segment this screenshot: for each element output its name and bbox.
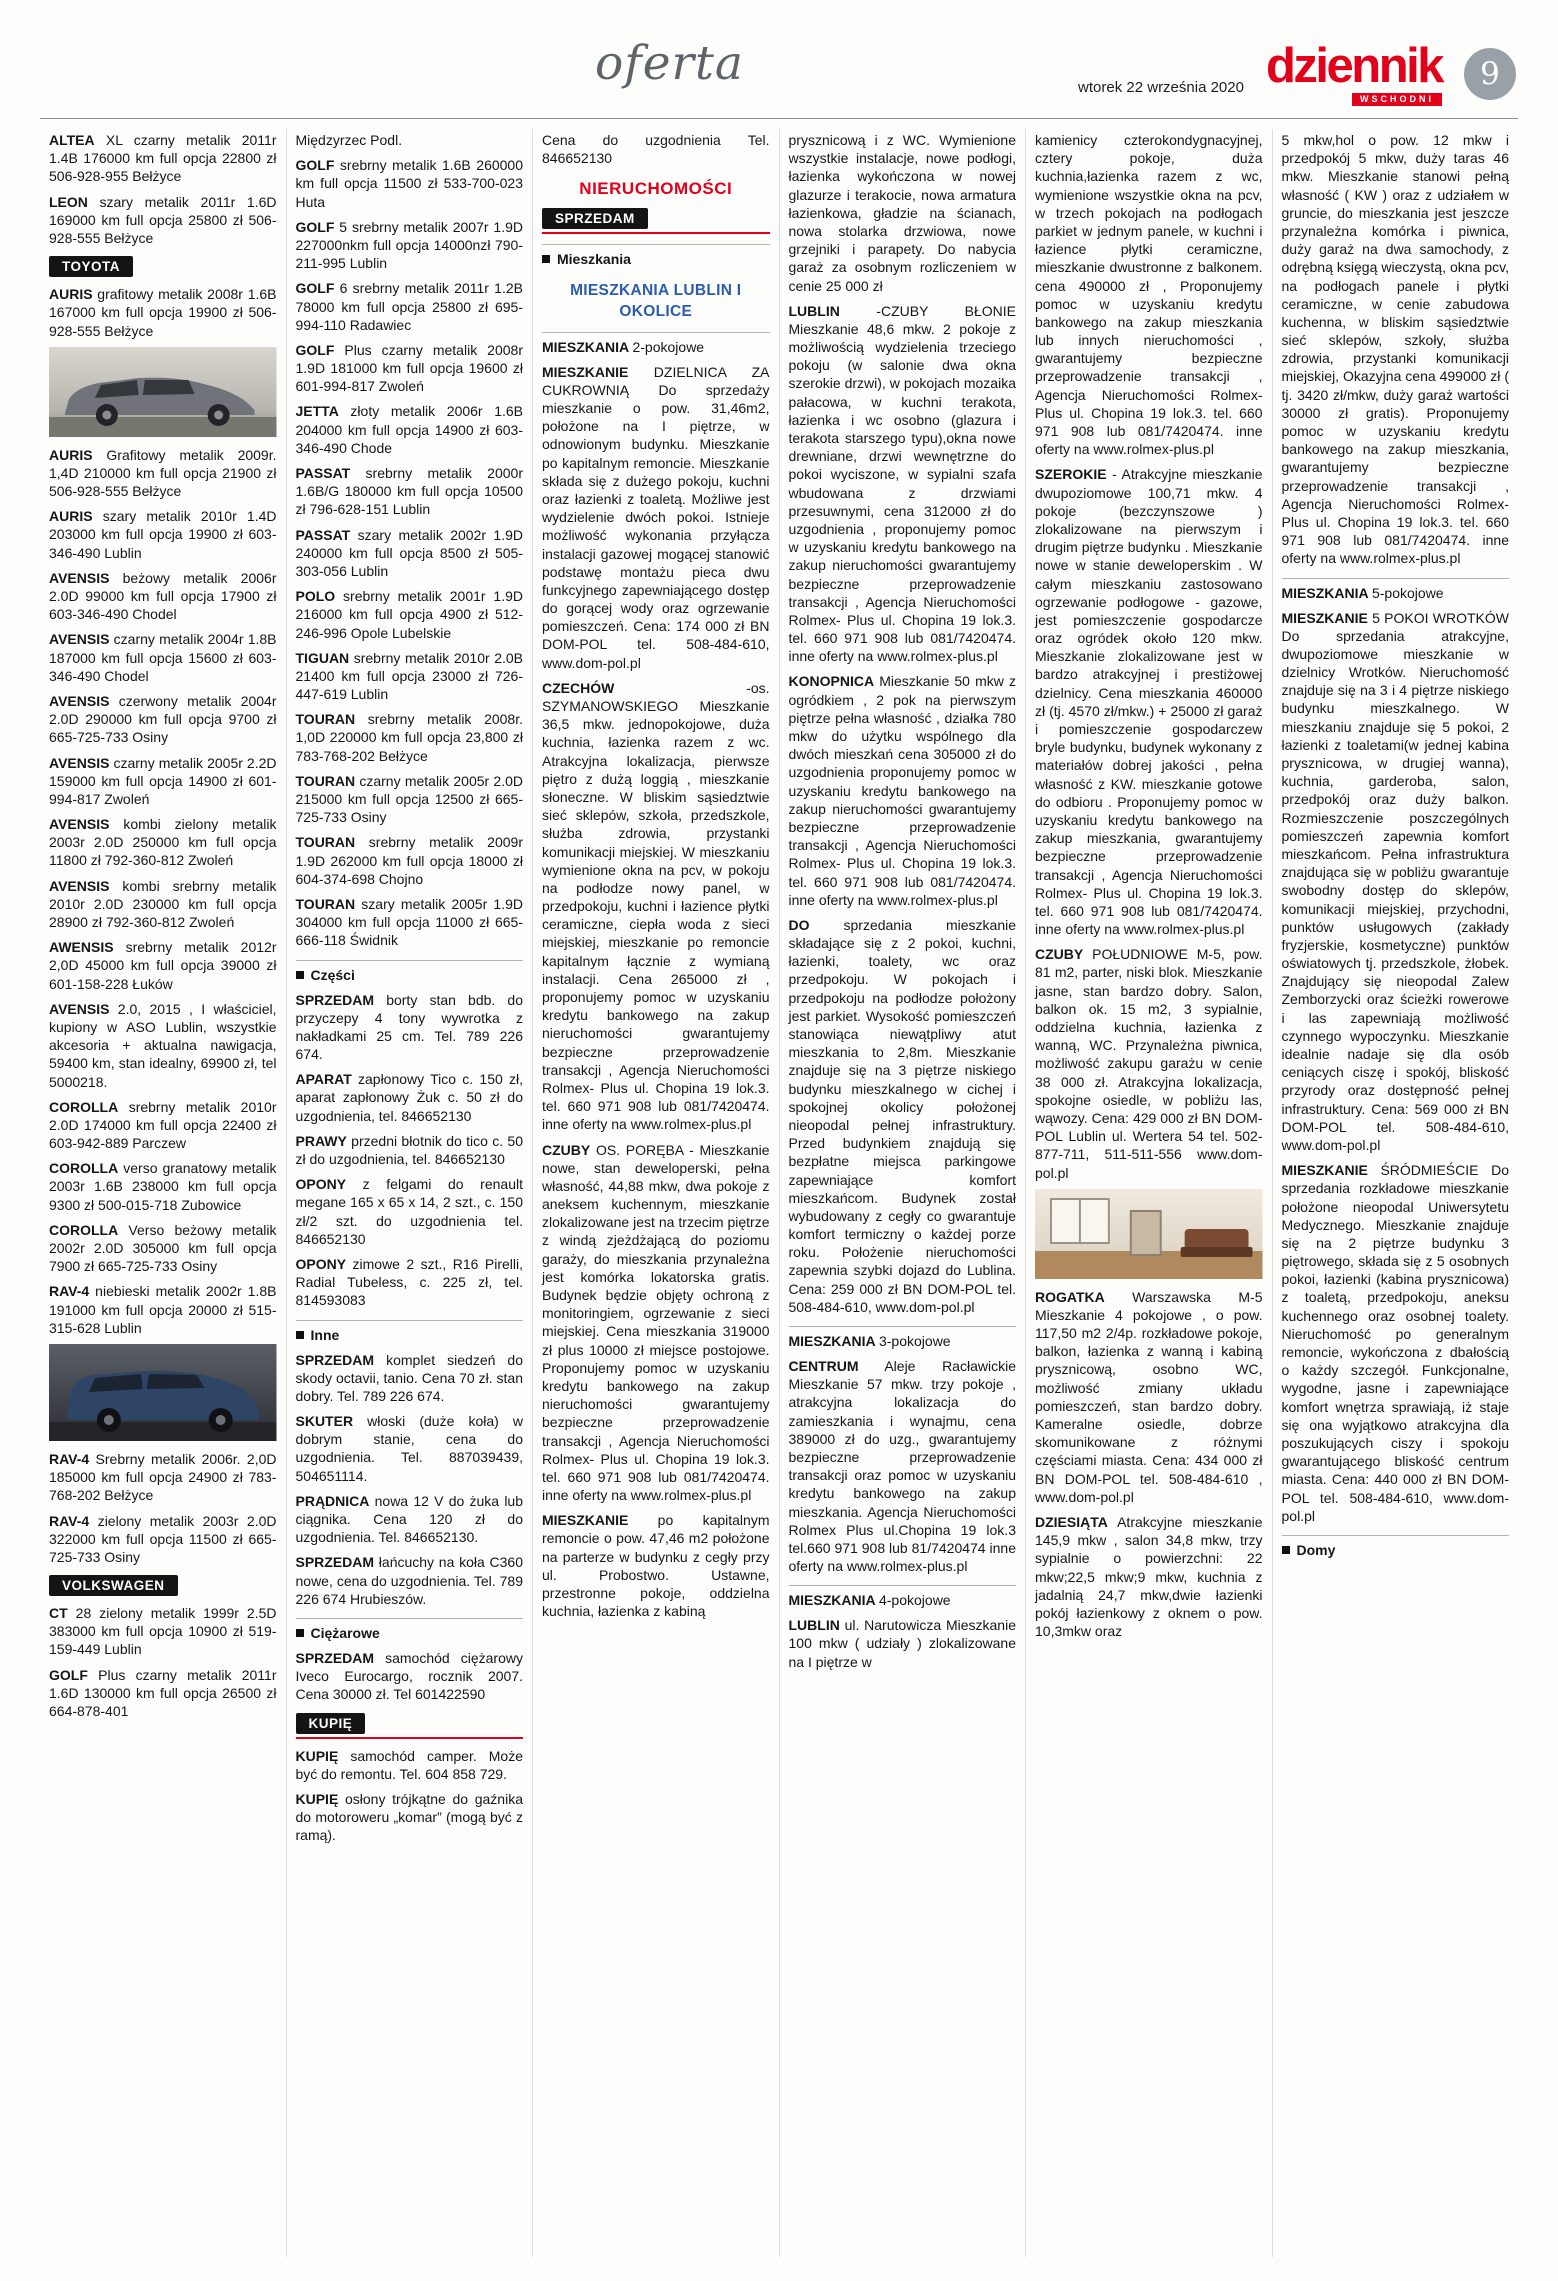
ad-lead: TOURAN: [295, 711, 356, 728]
section-toyota: [49, 256, 277, 277]
classified-ad: RAV-4 Srebrny metalik 2006r. 2,0D 185000 km full opcja 24900 zł 783-768-202 Bełżyce: [49, 1450, 277, 1504]
red-rule: [542, 232, 770, 234]
ad-continuation: Cena do uzgodnienia Tel. 846652130: [542, 132, 770, 167]
classified-ad: PRAWY przedni błotnik do tico c. 50 zł do uzgodnienia, tel. 846652130: [295, 1132, 523, 1167]
page-number: 9: [1464, 48, 1516, 100]
ad-lead: AURIS: [49, 508, 93, 525]
ad-lead: AVENSIS: [49, 754, 110, 771]
classified-ad: KUPIĘ samochód camper. Może być do remontu. Tel. 604 858 729.: [295, 1747, 523, 1782]
classified-ad: ALTEA XL czarny metalik 2011r 1.4B 176000 km full opcja 22800 zł 506-928-955 Bełżyce: [49, 132, 277, 185]
ad-lead: SKUTER: [295, 1413, 354, 1430]
classified-ad: GOLF srebrny metalik 1.6B 260000 km full opcja 11500 zł 533-700-023 Huta: [295, 157, 523, 210]
square-bullet-icon: [296, 1629, 304, 1637]
ad-lead: MIESZKANIE: [1281, 1162, 1368, 1179]
square-bullet-icon: [296, 971, 304, 979]
section-bar-label: VOLKSWAGEN: [49, 1575, 178, 1596]
ad-lead: PASSAT: [295, 526, 351, 543]
classified-ad: APARAT zapłonowy Tico c. 150 zł, aparat zapłonowy Żuk c. 50 zł do uzgodnienia, tel. 846652130: [295, 1071, 523, 1124]
classified-ad: TOURAN szary metalik 2005r 1.9D 304000 km full opcja 11000 zł 665-666-118 Świdnik: [295, 895, 523, 949]
classified-ad: AWENSIS srebrny metalik 2012r 2,0D 45000 km full opcja 39000 zł 601-158-228 Łuków: [49, 939, 277, 992]
subsection-inne: Inne: [296, 1320, 524, 1343]
ad-lead: SPRZEDAM: [295, 991, 375, 1008]
ad-lead: KONOPNICA: [788, 673, 875, 690]
classified-ad: CENTRUM Aleje Racławickie Mieszkanie 57 mkw. trzy pokoje , atrakcyjna lokalizacja do zamieszkania i wynajmu, cena 389000 zł do uzg., gwarantujemy bezpieczne przeprowadzenie transakcji oraz pomoc w uzyskaniu kredytu bankowego na zakup mieszkania. Agencja Nieruchomości Rolmex Plus ul.Chopina 19 lok.3 tel.660 971 908 lub 81/7420474 inne oferty na www.rolmex-plus.pl: [788, 1358, 1016, 1575]
section-bar-label: KUPIĘ: [296, 1713, 366, 1734]
section-bar-label: TOYOTA: [49, 256, 133, 277]
ad-lead: SZEROKIE: [1035, 466, 1107, 483]
car-photo-auris: [49, 347, 277, 437]
category-lead: MIESZKANIA: [788, 1592, 879, 1609]
classified-ad: TOURAN czarny metalik 2005r 2.0D 215000 km full opcja 12500 zł 665-725-733 Osiny: [295, 772, 523, 826]
ad-lead: MIESZKANIE: [542, 1512, 629, 1529]
ad-lead: AURIS: [49, 286, 93, 303]
mieszkania-lublin-title: MIESZKANIA LUBLIN I OKOLICE: [570, 282, 742, 320]
ad-lead: TOURAN: [295, 772, 356, 789]
classified-ad: GOLF 6 srebrny metalik 2011r 1.2B 78000 km full opcja 25800 zł 695-994-110 Radawiec: [295, 280, 523, 333]
ad-lead: AVENSIS: [49, 816, 110, 833]
classified-ad: AVENSIS czarny metalik 2005r 2.2D 159000 km full opcja 14900 zł 601-994-817 Zwoleń: [49, 754, 277, 807]
red-rule: [296, 1737, 524, 1739]
category-3-pokojowe: MIESZKANIA 3-pokojowe: [789, 1326, 1017, 1349]
column-5: [1026, 129, 1273, 2257]
ad-lead: GOLF: [49, 1666, 88, 1683]
section-volkswagen: [49, 1575, 277, 1596]
ad-lead: GOLF: [295, 280, 335, 297]
classified-ad: LUBLIN ul. Narutowicza Mieszkanie 100 mkw ( udziały ) zlokalizowane na I piętrze w: [788, 1617, 1016, 1670]
ad-lead: RAV-4: [49, 1283, 90, 1300]
classified-ad: DO sprzedania mieszkanie składające się z 2 pokoi, kuchni, łazienki, toalety, wc oraz przedpokoju. W pokojach i przedpokoju na podłodze położony jest parkiet. Wysokość pomieszczeń stanowiąca niewątpliwy atut mieszkania to 2,8m. Mieszkanie znajduje się na 3 piętrze niskiego budynku mieszkalnego w cichej i spokojnej okolicy położonej nieopodal pełnej infrastruktury. Przed budynkiem znajdują się bezpłatne miejsca parkingowe zapewniające komfort mieszkańcom. Budynek został wybudowany z cegły co gwarantuje komfort termiczny o każdej porze roku. Położenie nieruchomości zapewnia szybki dojazd do Lublina. Cena: 259 000 zł BN DOM-POL tel. 508-484-610, www.dom-pol.pl: [788, 916, 1016, 1315]
category-lead: MIESZKANIA: [542, 338, 633, 355]
classified-ad: COROLLA Verso beżowy metalik 2002r 2.0D 305000 km full opcja 7900 zł 665-725-733 Osiny: [49, 1221, 277, 1275]
ad-lead: OPONY: [295, 1255, 347, 1272]
column-1: [40, 129, 287, 2257]
classified-ad: SKUTER włoski (duże koła) w dobrym stanie, cena do uzgodnienia. Tel. 887039439, 504651114.: [295, 1413, 523, 1484]
classified-ad: CZECHÓW -os. SZYMANOWSKIEGO Mieszkanie 36,5 mkw. jednopokojowe, duża kuchnia, łazienka razem z wc. Atrakcyjna lokalizacja, pierwsze piętro z dużą loggią , mieszkanie słoneczne. W bliskim sąsiedztwie sieć sklepów, szkoła, przedszkole, służba zdrowia, przystanki komunikacji miejskiej. W mieszkaniu wymienione okna na pcv, w pokoju na podłodze nowy panel, w przedpokoju, kuchni i łazience płytki ceramiczne, ciepła woda z sieci miejskiej, mieszkanie po remoncie kapitalnym łącznie z wymianą instalacji. Cena 265000 zł , proponujemy pomoc w uzyskaniu kredytu bankowego na zakup nieruchomości gwarantujemy bezpieczne przeprowadzenie transakcji , Agencja Nieruchomości Rolmex- Plus ul. Chopina 19 lok.3. tel. 660 971 908 lub 081/7420474. inne oferty na www.rolmex-plus.pl: [542, 679, 770, 1133]
square-bullet-icon: [1282, 1546, 1290, 1554]
brand-subtitle: WSCHODNI: [1352, 93, 1442, 106]
classified-ad: AVENSIS beżowy metalik 2006r 2.0D 99000 km full opcja 17900 zł 603-346-490 Chodel: [49, 569, 277, 623]
ad-lead: JETTA: [295, 403, 339, 420]
issue-date: wtorek 22 września 2020: [1078, 78, 1244, 96]
ad-lead: PRĄDNICA: [295, 1492, 370, 1509]
classified-ad: AURIS szary metalik 2010r 1.4D 203000 km full opcja 19900 zł 603-346-490 Lublin: [49, 508, 277, 561]
ad-lead: PASSAT: [295, 465, 351, 481]
classified-ad: ROGATKA Warszawska M-5 Mieszkanie 4 pokojowe , o pow. 117,50 m2 2/4p. rozkładowe pokoje, balkon, łazienka z wanną i kabiną prysznicową, osobno WC, możliwość zmiany układu pomieszczeń, stan bardzo dobry. Kameralne osiedle, dobrze skomunikowane z różnymi częściami miasta. Cena: 434 000 zł BN DOM-POL tel. 508-484-610 , www.dom-pol.pl: [1035, 1288, 1263, 1505]
ad-lead: SPRZEDAM: [295, 1351, 375, 1368]
ad-lead: POLO: [295, 588, 336, 605]
subsection-czesci: Części: [296, 960, 524, 983]
classified-ad: COROLLA verso granatowy metalik 2003r 1.6B 238000 km full opcja 9300 zł 500-015-718 Zubowice: [49, 1160, 277, 1213]
classified-ad: LEON szary metalik 2011r 1.6D 169000 km full opcja 25800 zł 506-928-555 Bełżyce: [49, 193, 277, 246]
classified-ad: GOLF Plus czarny metalik 2011r 1.6D 130000 km full opcja 26500 zł 664-878-401: [49, 1666, 277, 1719]
ad-lead: KUPIĘ: [295, 1790, 339, 1807]
ad-lead: ROGATKA: [1035, 1288, 1105, 1305]
ad-continuation: 5 mkw,hol o pow. 12 mkw i przedpokój 5 mkw, duży taras 46 mkw. Mieszkanie stanowi pełną własność ( KW ) oraz z udziałem w gruncie, do mieszkania jest jeszcze przynależna komórka i piwnica, duży garaż na dwa samochody, z odrębną księgą wieczystą, okna pcv, na podłogach panele i płytki ceramiczne, w cenie zabudowa kuchenna, w bliskim sąsiedztwie sieć sklepów, szkoły, służba zdrowia, przystanki komunikacji miejskiej, Okazyjna cena 499000 zł ( tj. 3420 zł/mkw, duży garaż wartości 30000 zł gratis). Proponujemy pomoc w uzyskaniu kredytu bankowego na zakup mieszkania, gwarantujemy bezpieczne przeprowadzenie transakcji , Agencja Nieruchomości Rolmex- Plus ul. Chopina 19 lok.3. tel. 660 971 908 lub 081/7420474. inne oferty na www.rolmex-plus.pl: [1281, 132, 1509, 567]
header-right-cluster: [1078, 39, 1516, 106]
ad-lead: AVENSIS: [49, 569, 110, 586]
subsection-mieszkania: Mieszkania: [542, 244, 770, 267]
category-lead: MIESZKANIA: [1281, 584, 1372, 601]
ad-lead: LUBLIN: [788, 302, 840, 319]
ad-lead: DZIESIĄTA: [1035, 1513, 1108, 1530]
ad-continuation: kamienicy czterokondygnacyjnej, cztery pokoje, duża kuchnia,łazienka razem z wc, wymienione wszystkie okna na pcv, w trzech pokojach na podłogach parkiet w jednym panele, w kuchni i łazience płytki ceramiczne, mieszkanie dwustronne z balkonem. cena 490000 zł , Proponujemy pomoc w uzyskaniu kredytu bankowego na zakup mieszkania lub innych nieruchomości , gwarantujemy bezpieczne przeprowadzenie transakcji , Agencja Nieruchomości Rolmex- Plus ul. Chopina 19 lok.3. tel. 660 971 908 lub 081/7420474. inne oferty na www.rolmex-plus.pl: [1035, 132, 1263, 458]
apartment-photo: [1035, 1189, 1263, 1279]
square-bullet-icon: [542, 255, 550, 263]
subsection-domy: Domy: [1282, 1535, 1510, 1558]
classified-ad: TOURAN srebrny metalik 2008r. 1,0D 220000 km full opcja 23,800 zł 783-768-202 Bełżyce: [295, 711, 523, 764]
category-2-pokojowe: MIESZKANIA 2-pokojowe: [542, 332, 770, 355]
ad-lead: GOLF: [295, 157, 335, 174]
ad-lead: CT: [49, 1605, 68, 1622]
section-bar-label: SPRZEDAM: [542, 208, 648, 229]
ad-lead: AVENSIS: [49, 1000, 110, 1017]
column-3: [533, 129, 780, 2257]
column-2: [287, 129, 534, 2257]
ad-lead: DO: [788, 916, 810, 933]
brand-wordmark: dziennik: [1265, 39, 1442, 93]
classified-ad: AVENSIS czerwony metalik 2004r 2.0D 290000 km full opcja 9700 zł 665-725-733 Osiny: [49, 692, 277, 746]
classified-ad: SPRZEDAM samochód ciężarowy Iveco Eurocargo, rocznik 2007. Cena 30000 zł. Tel 601422590: [295, 1649, 523, 1703]
ad-lead: RAV-4: [49, 1512, 90, 1529]
section-kupie: [296, 1713, 524, 1739]
newspaper-logo: [1265, 39, 1442, 106]
ad-lead: TIGUAN: [295, 649, 350, 666]
ad-lead: SPRZEDAM: [295, 1649, 375, 1666]
category-5-pokojowe: MIESZKANIA 5-pokojowe: [1282, 578, 1510, 601]
classified-ad: RAV-4 zielony metalik 2003r 2.0D 322000 km full opcja 11500 zł 665-725-733 Osiny: [49, 1512, 277, 1565]
classified-ad: TOURAN srebrny metalik 2009r 1.9D 262000 km full opcja 18000 zł 604-374-698 Chojno: [295, 834, 523, 887]
section-title: oferta: [595, 36, 744, 91]
classified-ad: PASSAT srebrny metalik 2000r 1.6B/G 180000 km full opcja 10500 zł 796-628-151 Lublin: [295, 465, 523, 518]
ad-lead: TOURAN: [295, 834, 356, 851]
ad-continuation: prysznicową i z WC. Wymienione wszystkie instalacje, nowe podłogi, łazienka wykończona w nowej glazurze i terakocie, nowa armatura łazienkowa, gładzie na ścianach, nowa stolarka drzwiowa, nowe grzejniki i parapety. Do nabycia garaż za osobnym rozliczeniem w cenie 25 000 zł: [788, 132, 1016, 294]
car-photo-rav4: [49, 1344, 277, 1441]
ad-lead: AVENSIS: [49, 877, 110, 894]
ad-lead: RAV-4: [49, 1450, 90, 1467]
classified-ad: GOLF Plus czarny metalik 2008r 1.9D 181000 km full opcja 19600 zł 601-994-817 Zwoleń: [295, 341, 523, 395]
ad-lead: CZUBY: [1035, 946, 1084, 963]
ad-lead: ALTEA: [49, 132, 95, 148]
classified-ad: AVENSIS czarny metalik 2004r 1.8B 187000 km full opcja 15600 zł 603-346-490 Chodel: [49, 631, 277, 684]
classified-ad: SPRZEDAM borty stan bdb. do przyczepy 4 tony wywrotka z nakładkami 25 cm. Tel. 789 226 674.: [295, 991, 523, 1063]
classified-ad: MIESZKANIE 5 POKOI WROTKÓW Do sprzedania atrakcyjne, dwupoziomowe mieszkanie w dzielnicy Wrotków. Nieruchomość znajduje się na 3 i 4 piętrze niskiego budynku mieszkalnego. W mieszkaniu znajduje się 5 pokoi, 2 łazienki z toaletami(w jednej kabina prysznicowa, w drugiej wanna), kuchnia, garderoba, salon, przedpokój oraz duży balkon. Rozmieszczenie poszczególnych pomieszczeń zapewnia komfort mieszkańcom. Pełna infrastruktura znajdująca się w pobliżu gwarantuje swobodny dostęp do sklepów, komunikacji miejskiej, przychodni, punktów usługowych (zakłady fryzjerskie, kosmetyczne) punktów oświatowych tj. przedszkole, żłobek. Znajdujący się nieopodal Zalew Zemborzycki oraz ścieżki rowerowe i las zapewniają możliwość czynnego wypoczynku. Mieszkanie idealnie nadaje się dla osób ceniących ciszę i spokój, bliskość przyrody oraz dostępność pełnej infrastruktury. Cena: 569 000 zł BN DOM-POL tel. 508-484-610, www.dom-pol.pl: [1281, 609, 1509, 1153]
ad-lead: APARAT: [295, 1071, 352, 1088]
category-4-pokojowe: MIESZKANIA 4-pokojowe: [789, 1585, 1017, 1608]
classified-ad: SPRZEDAM komplet siedzeń do skody octavii, tanio. Cena 70 zł. stan dobry. Tel. 789 226 674.: [295, 1351, 523, 1404]
classified-ad: COROLLA srebrny metalik 2010r 2.0D 174000 km full opcja 22400 zł 603-942-889 Parczew: [49, 1098, 277, 1152]
column-4: [780, 129, 1027, 2257]
classified-ad: KONOPNICA Mieszkanie 50 mkw z ogródkiem , 2 pok na pierwszym piętrze pełna własność , działka 780 mkw do użytku wspólnego dla dwóch mieszkań cena 305000 zł do uzgodnienia proponujemy pomoc w uzyskaniu kredytu bankowego na zakup nieruchomości gwarantujemy bezpieczne przeprowadzenie transakcji , Agencja Nieruchomości Rolmex- Plus ul. Chopina 19 lok.3. tel. 660 971 908 lub 081/7420474. inne oferty na www.rolmex-plus.pl: [788, 673, 1016, 908]
classified-ad: AVENSIS kombi srebrny metalik 2010r 2.0D 230000 km full opcja 28900 zł 792-360-812 Zwoleń: [49, 877, 277, 930]
classified-ad: AURIS grafitowy metalik 2008r 1.6B 167000 km full opcja 19900 zł 506-928-555 Bełżyce: [49, 286, 277, 339]
classified-ad: MIESZKANIE po kapitalnym remoncie o pow. 47,46 m2 położone na parterze w budynku z cegły przy ul. Probostwo. Ustawne, przestronne pokoje, oddzielna kuchnia, łazienka z kabiną: [542, 1512, 770, 1620]
classified-ad: JETTA złoty metalik 2006r 1.6B 204000 km full opcja 14900 zł 603-346-490 Chode: [295, 403, 523, 456]
ad-lead: MIESZKANIE: [1281, 609, 1368, 626]
page-header: [40, 16, 1518, 119]
classified-ad: OPONY zimowe 2 szt., R16 Pirelli, Radial Tubeless, c. 225 zł, tel. 814593083: [295, 1255, 523, 1309]
ad-lead: MIESZKANIE: [542, 363, 629, 380]
ad-lead: PRAWY: [295, 1132, 347, 1149]
ad-lead: LUBLIN: [788, 1617, 840, 1634]
classified-ad: CZUBY POŁUDNIOWE M-5, pow. 81 m2, parter, niski blok. Mieszkanie jasne, stan bardzo dobry. Salon, balkon ok. 15 m2, 3 sypialnie, oddzielna kuchnia, łazienka z wanną, WC. Przynależna piwnica, możliwość zakupu garażu w cenie 38 000 zł. Atrakcyjna lokalizacja, spokojne osiedle, w pobliżu las, wąwozy. Cena: 429 000 zł BN DOM-POL Lublin ul. Wertera 54 tel. 502-877-711, 511-511-556 www.dom-pol.pl: [1035, 946, 1263, 1181]
classified-ad: MIESZKANIE DZIELNICA ZA CUKROWNIĄ Do sprzedaży mieszkanie o pow. 31,46m2, położone na I piętrze, w odnowionym budynku. Mieszkanie po kapitalnym remoncie. Mieszkanie składa się z dużego pokoju, kuchni oraz łazienki z toaletą. Możliwe jest wydzielenie dwóch pokoi. Istnieje możliwość wykonania przyłącza instalacji gazowej mogącej stanowić podstawę montażu pieca dwu funkcyjnego zapewniającego dostęp do gorącej wody oraz ogrzewanie pomieszczeń. Cena: 174 000 zł BN DOM-POL tel. 508-484-610, www.dom-pol.pl: [542, 363, 770, 671]
column-6: [1273, 129, 1519, 2257]
ad-continuation: Międzyrzec Podl.: [295, 132, 403, 148]
ad-lead: AVENSIS: [49, 631, 110, 648]
classified-ad: GOLF 5 srebrny metalik 2007r 1.9D 227000nkm full opcja 14000nzł 790-211-995 Lublin: [295, 218, 523, 272]
ad-lead: TOURAN: [295, 895, 356, 912]
classified-ad: LUBLIN -CZUBY BŁONIE Mieszkanie 48,6 mkw. 2 pokoje z możliwością wydzielenia trzeciego pokoju (w salonie dwa okna szerokie drzwi), w pokojach mozaika pałacowa, w kuchni terakota, łazienka i wc osobno (glazura i terakota starszego typu),okna nowe drewniane, drzwi wewnętrzne do pokoi wyciszone, w sypialni szafa wbudowana z drzwiami przesuwnymi, cena 312000 zł do uzgodnienia , proponujemy pomoc w uzyskaniu kredytu bankowego na zakup nieruchomości gwarantujemy bezpieczne przeprowadzenie transakcji , Agencja Nieruchomości Rolmex- Plus ul. Chopina 19 lok.3. tel. 660 971 908 lub 081/7420474. inne oferty na www.rolmex-plus.pl: [788, 302, 1016, 665]
classified-ad: TIGUAN srebrny metalik 2010r 2.0B 21400 km full opcja 23000 zł 726-447-619 Lublin: [295, 649, 523, 703]
classified-ad: OPONY z felgami do renault megane 165 x 65 x 14, 2 szt., c. 150 zł/2 szt. do uzgodnienia tel. 846652130: [295, 1176, 523, 1247]
ad-lead: CZUBY: [542, 1141, 591, 1158]
ad-lead: KUPIĘ: [295, 1747, 339, 1764]
classified-ad: RAV-4 niebieski metalik 2002r 1.8B 191000 km full opcja 20000 zł 515-315-628 Lublin: [49, 1283, 277, 1336]
square-bullet-icon: [296, 1331, 304, 1339]
classified-ad: AURIS Grafitowy metalik 2009r. 1,4D 210000 km full opcja 21900 zł 506-928-555 Bełżyce: [49, 446, 277, 500]
classified-ad: POLO srebrny metalik 2001r 1.9D 216000 km full opcja 4900 zł 512-246-996 Opole Lubelskie: [295, 588, 523, 641]
ad-lead: COROLLA: [49, 1160, 119, 1177]
classified-ad: PASSAT szary metalik 2002r 1.9D 240000 km full opcja 8500 zł 505-303-056 Lublin: [295, 526, 523, 579]
classified-ad: AVENSIS kombi zielony metalik 2003r 2.0D 250000 km full opcja 11800 zł 792-360-812 Zwoleń: [49, 816, 277, 869]
classified-ad: PRĄDNICA nowa 12 V do żuka lub ciągnika. Cena 120 zł do uzgodnienia. Tel. 846652130.: [295, 1492, 523, 1546]
ad-lead: CZECHÓW: [542, 679, 615, 696]
subsection-ciezarowe: Ciężarowe: [296, 1618, 524, 1641]
classified-ad: SPRZEDAM łańcuchy na koła C360 nowe, cena do uzgodnienia. Tel. 789 226 674 Hrubieszów.: [295, 1554, 523, 1607]
ad-lead: AWENSIS: [49, 939, 114, 956]
ad-lead: COROLLA: [49, 1098, 119, 1115]
classified-ad: KUPIĘ osłony trójkątne do gaźnika do motoroweru „komar” (mogą być z ramą).: [295, 1790, 523, 1844]
ad-lead: CENTRUM: [788, 1358, 859, 1374]
ad-lead: OPONY: [295, 1176, 347, 1193]
classified-ad: DZIESIĄTA Atrakcyjne mieszkanie 145,9 mkw , salon 34,8 mkw, trzy sypialnie o powierzchni: 22 mkw;22,5 mkw;9 mkw, kuchnia z jadalnią 24,7 mkw,dwie łazienki pokój łazienkowy z oknem o pow. 10,3mkw oraz: [1035, 1513, 1263, 1640]
nieruchomosci-title: NIERUCHOMOŚCI: [579, 179, 733, 199]
classifieds-columns: [40, 129, 1518, 2257]
classified-ad: CT 28 zielony metalik 1999r 2.5D 383000 km full opcja 10900 zł 519-159-449 Lublin: [49, 1605, 277, 1658]
classified-ad: CZUBY OS. PORĘBA - Mieszkanie nowe, stan deweloperski, pełna własność, 44,88 mkw, dwa pokoje z aneksem kuchennym, mieszkanie zlokalizowane jest na trzecim piętrze z windą zjeżdżającą do poziomu garaży, do mieszkania przynależna jest komórka lokatorska gratis. Budynek będzie objęty ochroną z monitoringiem, ogrzewanie z sieci miejskiej. Cena mieszkania 319000 zł plus 10000 zł miejsce postojowe. Proponujemy pomoc w uzyskaniu kredytu bankowego na zakup nieruchomości gwarantujemy bezpieczne przeprowadzenie transakcji , Agencja Nieruchomości Rolmex- Plus ul. Chopina 19 lok.3. tel. 660 971 908 lub 081/7420474. inne oferty na www.rolmex-plus.pl: [542, 1141, 770, 1504]
ad-lead: GOLF: [295, 341, 335, 358]
ad-lead: AURIS: [49, 446, 93, 463]
section-sprzedam: [542, 208, 770, 234]
classified-ad: SZEROKIE - Atrakcyjne mieszkanie dwupoziomowe 100,71 mkw. 4 pokoje (bezczynszowe ) zlokalizowane na pierwszym i drugim piętrze budynku . Mieszkanie nowe w stanie deweloperskim . W całym mieszkaniu zastosowano ogrzewanie podłogowe - gazowe, jest pomieszczenie gospodarcze oraz ogródek około 120 mkw. Mieszkanie zlokalizowane jest w bardzo atrakcyjnej i prestiżowej dzielnicy. Cena mieszkania 460000 zł (tj. 4570 zł/mkw.) + 25000 zł garaż i pomieszczenie gospodarczew bryle budynku, budynek wykonany z materiałów dobrej jakości , pełna własność z KW. mieszkanie gotowe do odbioru . Proponujemy pomoc w uzyskaniu kredytu bankowego na zakup mieszkania, gwarantujemy bezpieczne przeprowadzenie transakcji , Agencja Nieruchomości Rolmex- Plus ul. Chopina 19 lok.3. tel. 660 971 908 lub 081/7420474. inne oferty na www.rolmex-plus.pl: [1035, 466, 1263, 938]
ad-lead: SPRZEDAM: [295, 1554, 375, 1571]
category-lead: MIESZKANIA: [788, 1333, 879, 1349]
ad-lead: AVENSIS: [49, 692, 110, 709]
classified-ad: AVENSIS 2.0, 2015 , I właściciel, kupiony w ASO Lublin, wszystkie akcesoria + aktualna nawigacja, 59400 km, stan idealny, 69900 zł, tel 5000218.: [49, 1000, 277, 1090]
classified-ad: MIESZKANIE ŚRÓDMIEŚCIE Do sprzedania rozkładowe mieszkanie położone nieopodal Uniwersytetu Medycznego. Mieszkanie znajduje się na 2 piętrze budynku 3 piętrowego, składa się z 5 osobnych pokoi, łazienki (kabina prysznicowa) z toaletą, przedpokoju, aneksu kuchennego oraz osobnej toalety. Nieruchomość po generalnym remoncie, wykończona z dbałością o każdy szczegół. Funkcjonalne, wygodne, jasne i zapewniające komfort wnętrza sprawiają, iż staje się ona wyjątkowo atrakcyjna dla poszukujących ciszy i spokoju gwarantującego bliskość centrum miasta. Cena: 440 000 zł BN DOM-POL tel. 508-484-610, www.dom-pol.pl: [1281, 1162, 1509, 1524]
ad-lead: GOLF: [295, 218, 335, 235]
ad-lead: LEON: [49, 193, 88, 210]
ad-lead: COROLLA: [49, 1221, 119, 1238]
